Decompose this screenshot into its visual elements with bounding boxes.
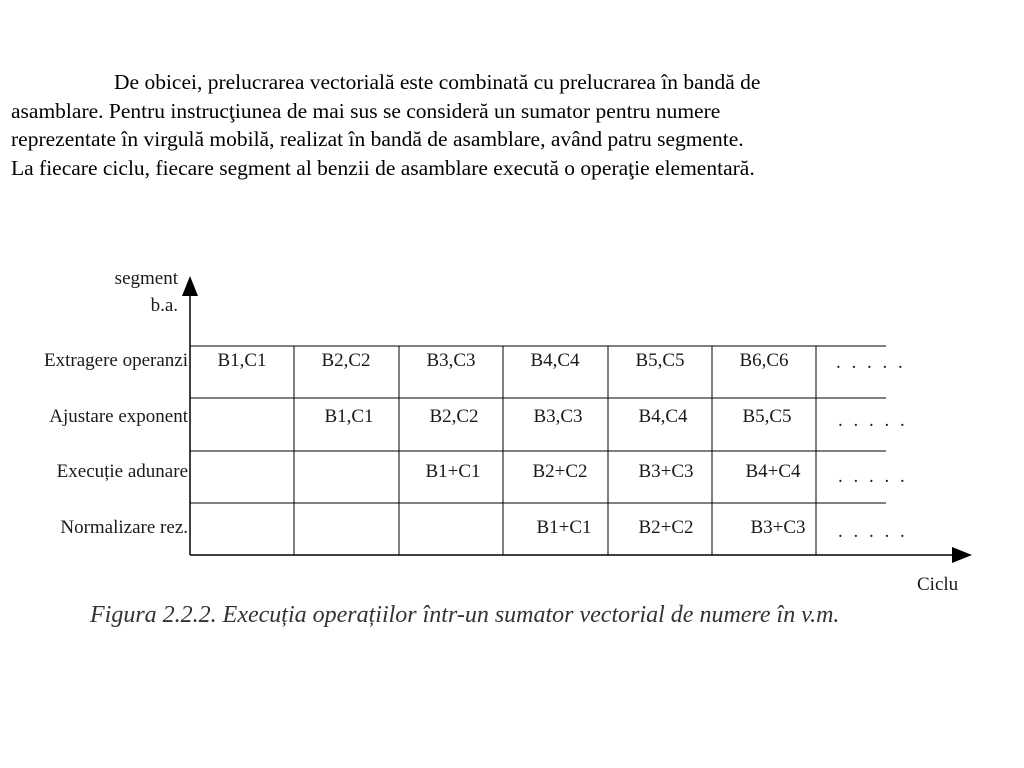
- y-axis-arrowhead-icon: [182, 276, 198, 296]
- pipeline-cell: B6,C6: [739, 350, 789, 371]
- y-axis-label-sub: b.a.: [150, 295, 178, 316]
- figure-caption: Figura 2.2.2. Execuția operațiilor într-un sumator vectorial de numere în v.m.: [90, 602, 840, 628]
- paragraph-line: De obicei, prelucrarea vectorială este combinată cu prelucrarea în bandă de: [114, 70, 761, 94]
- continuation-dots: . . . . .: [838, 521, 908, 542]
- pipeline-cell: B2+C2: [638, 517, 694, 538]
- segment-label-align-exponent: Ajustare exponent: [49, 406, 188, 427]
- paragraph-line: La fiecare ciclu, fiecare segment al benzii de asamblare execută o operaţie elementară.: [11, 155, 755, 180]
- pipeline-cell: B1,C1: [217, 350, 267, 371]
- continuation-dots: . . . . .: [838, 410, 908, 431]
- pipeline-cell: B5,C5: [742, 406, 792, 427]
- pipeline-cell: B2,C2: [321, 350, 371, 371]
- y-axis-label: segment: [114, 268, 178, 289]
- pipeline-cell: B1+C1: [425, 461, 481, 482]
- pipeline-cell: B3,C3: [533, 406, 583, 427]
- continuation-dots: . . . . .: [838, 466, 908, 487]
- pipeline-cell: B3,C3: [426, 350, 476, 371]
- segment-label-execute-add: Execuție adunare: [56, 461, 188, 482]
- pipeline-cell: B3+C3: [750, 517, 806, 538]
- x-axis-arrowhead-icon: [952, 547, 972, 563]
- pipeline-cell: B2+C2: [532, 461, 588, 482]
- x-axis-label: Ciclu: [917, 574, 959, 595]
- pipeline-cell: B5,C5: [635, 350, 685, 371]
- segment-label-normalize-result: Normalizare rez.: [60, 517, 188, 538]
- pipeline-cell: B1+C1: [536, 517, 592, 538]
- paragraph-line: asamblare. Pentru instrucţiunea de mai sus se consideră un sumator pentru numere: [11, 98, 721, 123]
- pipeline-cell: B3+C3: [638, 461, 694, 482]
- segment-label-fetch-operands: Extragere operanzi: [44, 350, 188, 371]
- pipeline-cell: B4+C4: [745, 461, 801, 482]
- paragraph-line: reprezentate în virgulă mobilă, realizat în bandă de asamblare, având patru segmente.: [11, 127, 744, 151]
- pipeline-cell: B4,C4: [638, 406, 688, 427]
- pipeline-cell: B4,C4: [530, 350, 580, 371]
- pipeline-cell: B1,C1: [324, 406, 374, 427]
- continuation-dots: . . . . .: [836, 352, 906, 373]
- pipeline-cell: B2,C2: [429, 406, 479, 427]
